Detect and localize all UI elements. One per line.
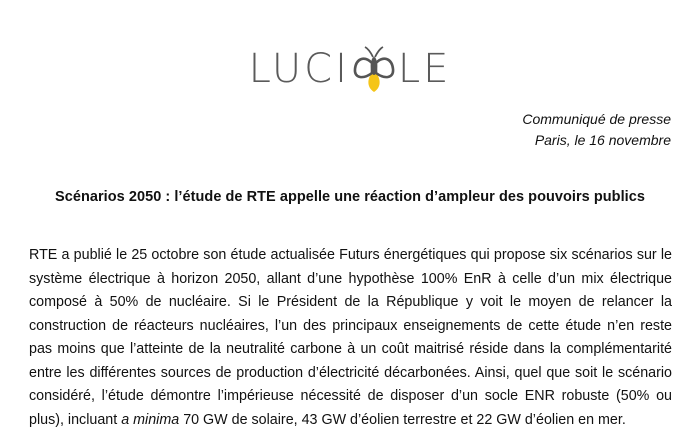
firefly-icon — [352, 45, 396, 93]
body-text-italic: a minima — [121, 411, 180, 428]
body-text-main: RTE a publié le 25 octobre son étude actualisée Futurs énergétiques qui propose six scénarios sur le système électrique à horizon 2050, allant d’une hypothèse 100% EnR à celle d’un mix électrique composé à 50% de nucléaire. Si le Président de la République y voit le moyen de relancer la construction de réacteurs nucléaires, l’un des principaux enseignements de cette étude n’en reste pas moins que l’atteinte de la neutralité carbone à un coût maitrisé réside dans la complémentarité entre les différentes sources de production d’électricité décarbonées. Ainsi, quel que soit le scénario considéré, l’étude démontre l’impérieuse nécessité de disposer d’un socle ENR robuste (50% ou plus), incluant — [29, 247, 672, 428]
logo-text-right: LE — [397, 46, 452, 92]
logo-text-left: LUCI — [248, 46, 350, 92]
firefly-antenna-right — [375, 47, 383, 57]
press-label: Communiqué de presse — [522, 111, 671, 127]
press-header — [522, 109, 671, 151]
body-text-end: 70 GW de solaire, 43 GW d’éolien terrestre et 22 GW d’éolien en mer. — [183, 411, 626, 428]
firefly-left-wing — [355, 59, 372, 77]
body-paragraph — [29, 244, 672, 432]
firefly-antenna-left — [365, 47, 373, 57]
firefly-body — [371, 57, 377, 75]
headline: Scénarios 2050 : l’étude de RTE appelle une réaction d’ampleur des pouvoirs publics — [55, 189, 645, 205]
firefly-right-wing — [376, 59, 393, 77]
logo — [0, 44, 700, 94]
press-dateline: Paris, le 16 novembre — [534, 132, 671, 148]
